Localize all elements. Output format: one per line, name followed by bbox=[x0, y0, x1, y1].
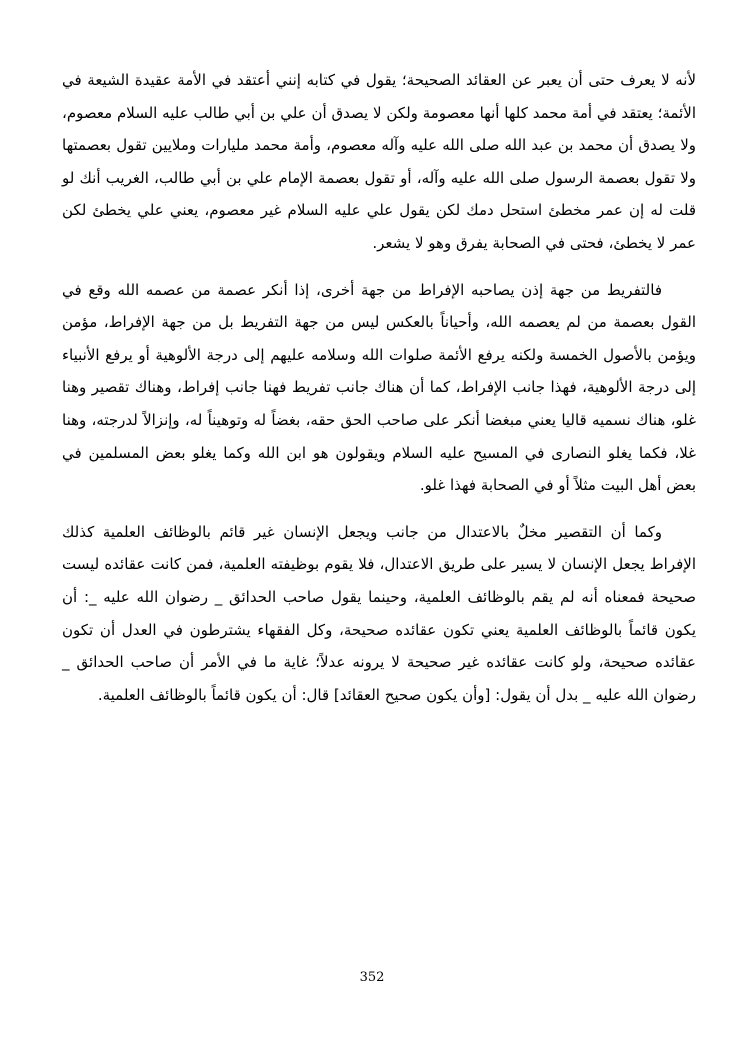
page-number: 352 bbox=[359, 970, 385, 985]
paragraph-1: لأنه لا يعرف حتى أن يعبر عن العقائد الصحيحة؛ يقول في كتابه إنني أعتقد في الأمة عقيدة الشيعة في الأئمة؛ يعتقد في أمة محمد كلها أنها معصومة ولكن لا يصدق أن علي بن أبي طالب عليه السلام معصوم، ولا يصدق أن محمد بن عبد الله صلى الله عليه وآله معصوم، وأمة محمد مليارات وملايين تقول بعصمتها ولا تقول بعصمة الرسول صلى الله عليه وآله، أو تقول بعصمة الإمام علي بن أبي طالب، الغريب أنك لو قلت له إن عمر مخطئ استحل دمك لكن يقول علي عليه السلام غير معصوم، يعني علي يخطئ لكن عمر لا يخطئ، فحتى في الصحابة يفرق وهو لا يشعر. bbox=[62, 71, 696, 252]
paragraph-2: فالتفريط من جهة إذن يصاحبه الإفراط من جهة أخرى، إذا أنكر عصمة من عصمه الله وقع في القول بعصمة من لم يعصمه الله، وأحياناً بالعكس ليس من جهة التفريط بل من جهة الإفراط، مؤمن ويؤمن بالأصول الخمسة ولكنه يرفع الأئمة صلوات الله وسلامه عليهم إلى درجة الألوهية أو يرفع الأنبياء إلى درجة الألوهية، فهذا جانب الإفراط، كما أن هناك جانب تفريط فهنا جانب إفراط، وهناك تقصير وهنا غلو، هناك نسميه قاليا يعني مبغضا أنكر على صاحب الحق حقه، بغضاً له وتوهيناً له، وإنزالاً لدرجته، وهنا غلا، فكما يغلو النصارى في المسيح عليه السلام ويقولون هو ابن الله وكما يغلو بعض المسلمين في بعض أهل البيت مثلاً أو في الصحابة فهذا غلو. bbox=[62, 280, 696, 495]
document-body bbox=[62, 64, 696, 725]
paragraph-3: وكما أن التقصير مخلٌ بالاعتدال من جانب ويجعل الإنسان غير قائم بالوظائف العلمية كذلك الإفراط يجعل الإنسان لا يسير على طريق الاعتدال، فلا يقوم بوظيفته العلمية، فمن كانت عقائده ليست صحيحة فمعناه أنه لم يقم بالوظائف العلمية، وحينما يقول صاحب الحدائق _ رضوان الله عليه _: أن يكون قائماً بالوظائف العلمية يعني تكون عقائده صحيحة، وكل الفقهاء يشترطون في العدل أن تكون عقائده صحيحة، ولو كانت عقائده غير صحيحة لا يرونه عدلاً؛ غاية ما في الأمر أن صاحب الحدائق _ رضوان الله عليه _ بدل أن يقول: [وأن يكون صحيح العقائد] قال: أن يكون قائماً بالوظائف العلمية. bbox=[62, 522, 696, 704]
